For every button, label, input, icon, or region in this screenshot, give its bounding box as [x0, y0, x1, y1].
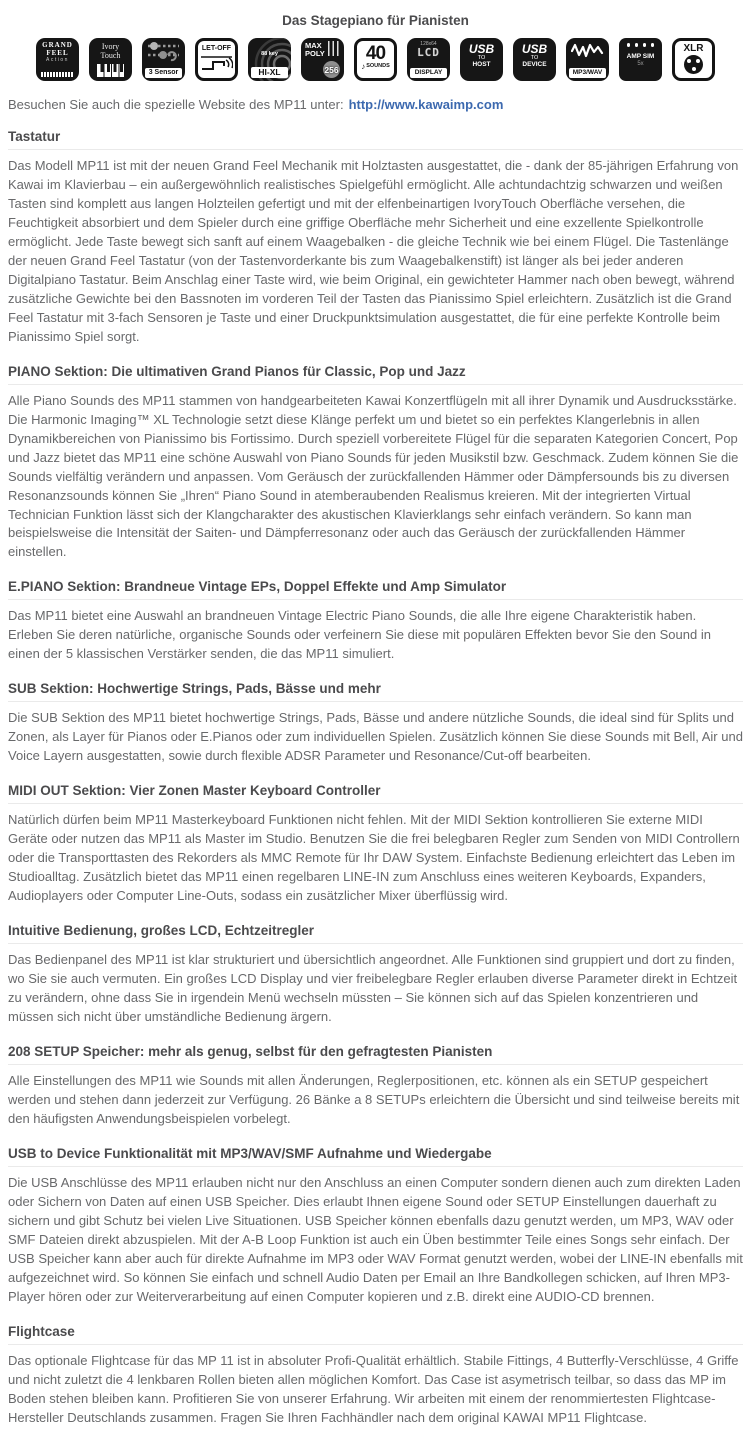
- badge-text: 128x64: [420, 41, 437, 47]
- ivory-touch-icon: [89, 38, 132, 81]
- badge-text: USB: [521, 42, 548, 56]
- section-tastatur: [8, 129, 743, 347]
- badge-text: POLY: [305, 48, 325, 58]
- usb-to-device-icon: [513, 38, 556, 81]
- badge-label: HI-XL: [251, 67, 288, 78]
- mp3-wav-icon: [566, 38, 609, 81]
- section-body: Das Bedienpanel des MP11 ist klar strukturiert und übersichtlich angeordnet. Alle Funktionen sind gruppiert und dort zu finden, wo Sie sie auch vermuten. Ein großes LCD Display und vier freibelegbare Regler erlauben diverse Parameter direkt in Echtzeit zu verändern, ohne dass Sie in irgendein Menü wechseln müssten – Sie können sich auf das Spielen konzentrieren und müssen sich nicht über umständliche Bedienung ärgern.: [8, 952, 738, 1024]
- badge-text: MAX: [305, 41, 322, 50]
- section-body: Die USB Anschlüsse des MP11 erlauben nicht nur den Anschluss an einen Computer sondern dienen auch zum direkten Laden oder Sichern von Daten auf einen USB Speicher. Dies erlaubt Ihnen eigene Sound oder SETUP Einstellungen dauerhaft zu sichern und gibt Schutz bei vielen Live Situationen. USB Speicher können ebenfalls dazu genutzt werden, um MP3, WAV oder SMF Dateien direkt abzuspielen. Mit der A-B Loop Funktion ist auch ein Üben bestimmter Teile eines Songs sehr einfach. Der USB Speicher kann aber auch für direkte Aufnahme im MP3 oder WAV Format genutzt werden, wobei der LINE-IN ebenfalls mit aufgezeichnet wird. So können Sie einfach und schnell Audio Daten per Email an Ihre Bandkollegen schicken, auf Ihren MP3-Player hören oder zur Weiterverarbeitung auf einen Computer kopieren und z.B. direkt eine AUDIO-CD brennen.: [8, 1174, 743, 1304]
- intro-line: [8, 97, 743, 112]
- key-mechanism-icon: [200, 53, 233, 73]
- section-body: Alle Piano Sounds des MP11 stammen von handgearbeiteten Kawai Konzertflügeln mit all ihrer Dynamik und Ausdrucksstärke. Die Harmonic Imaging™ XL Technologie setzt diese Klänge perfekt um und bietet so ein perfektes Klangerlebnis in allen Dynamikbereichen von Pianissimo bis Fortissimo. Durch speziell vorbereitete Flügel für die separaten Kategorien Concert, Pop und Jazz bietet das MP11 eine schöne Auswahl von Piano Sounds für jeden Musikstil bzw. Geschmack. Zudem können Sie die Sounds vielfältig verändern und anpassen. Vom Geräusch der zurückfallenden Hämmer oder Dämpfersounds bis zu diversen Resonanzsounds können Sie „Ihren“ Piano Sound in atemberaubenden Realismus kreieren. Mit der integrierten Virtual Technician Funktion lässt sich der Klangcharakter des akustischen Klavierklangs sehr einfach verändern. So kann man beispielsweise die Intensität der Saiten- und Dämpferresonanz oder auch das Geräusch der zurückfallenden Hämmer einstellen.: [8, 392, 739, 560]
- section-body: Das Modell MP11 ist mit der neuen Grand Feel Mechanik mit Holztasten ausgestattet, die - dank der 85-jährigen Erfahrung von Kawai im Klavierbau – ein außergewöhnlich realistisches Spielgefühl ermöglicht. Alle achtundachtzig schwarzen und weißen Tasten sind komplett aus langen Holzteilen gefertigt und mit der elfenbeinartigen IvoryTouch Oberfläche versehen, die Feuchtigkeit absorbiert und dem Spieler durch eine griffige Oberfläche mehr Sicherheit und eine exzellente Spielkontrolle ermöglicht. Jede Taste bewegt sich sanft auf einem Waagebalken - die gleiche Technik wie bei einem Flügel. Die Tastenlänge der neuen Grand Feel Tastatur (von der Tastenvorderkante bis zum Waagebalkenstift) ist länger als bei jeder anderen Digitalpiano Tastatur. Beim Anschlag einer Taste wird, wie beim Original, ein gewichteter Hammer nach oben bewegt, während zusätzliche Gewichte bei den Bassnoten im vorderen Teil der Tasten das Pianissimo Spiel erleichtern. Zusätzlich ist die Grand Feel Tastatur mit 3-fach Sensoren je Taste und einer Druckpunktsimulation ausgestattet, die für eine perfekte Kontrolle beim Pianissimo Spiel sorgt.: [8, 158, 739, 344]
- badge-text: GRAND: [42, 41, 73, 49]
- section-heading: SUB Sektion: Hochwertige Strings, Pads, Bässe und mehr: [8, 681, 743, 702]
- xlr-icon: [672, 38, 715, 81]
- section-heading: USB to Device Funktionalität mit MP3/WAV/SMF Aufnahme und Wiedergabe: [8, 1146, 743, 1167]
- xlr-connector-icon: [684, 55, 703, 74]
- intro-text: Besuchen Sie auch die spezielle Website des MP11 unter:: [8, 97, 344, 112]
- let-off-icon: [195, 38, 238, 81]
- 88key-hi-xl-icon: [248, 38, 291, 81]
- badge-text: Ivory: [101, 42, 120, 51]
- sound-count: 40: [365, 43, 386, 64]
- key-stripes-icon: [328, 41, 340, 56]
- section-body: Das MP11 bietet eine Auswahl an brandneuen Vintage Electric Piano Sounds, die alle Ihre eigene Charakteristik haben. Erleben Sie deren natürliche, organische Sounds oder verfeinern Sie diese mit populären Effekten bevor Sie den Sound in einen der 5 klassischen Verstärker senden, die das MP11 simuliert.: [8, 608, 711, 662]
- lcd-display-icon: [407, 38, 450, 81]
- amp-knobs-icon: [627, 43, 655, 47]
- section-usb-device: [8, 1146, 743, 1307]
- section-heading: Flightcase: [8, 1324, 743, 1345]
- section-heading: Intuitive Bedienung, großes LCD, Echtzeitregler: [8, 923, 743, 944]
- amp-sim-icon: [619, 38, 662, 81]
- feature-badge-row: [8, 38, 743, 81]
- badge-text: [305, 42, 325, 57]
- usb-to-host-icon: [460, 38, 503, 81]
- piano-keys-icon: [97, 64, 124, 77]
- badge-text: LCD: [417, 46, 440, 59]
- badge-label: [361, 63, 390, 70]
- badge-text: DEVICE: [522, 61, 547, 68]
- section-heading: 208 SETUP Speicher: mehr als genug, selbst für den gefragtesten Pianisten: [8, 1044, 743, 1065]
- polyphony-value: 256: [323, 61, 340, 78]
- grand-feel-action-icon: [36, 38, 79, 81]
- badge-label: LET-OFF: [201, 45, 232, 52]
- sensor-diagram-icon: [146, 41, 181, 63]
- badge-text: Action: [46, 57, 69, 63]
- kawaimp-link[interactable]: http://www.kawaimp.com: [348, 97, 504, 112]
- section-body: Die SUB Sektion des MP11 bietet hochwertige Strings, Pads, Bässe und andere nützliche Sounds, die ideal sind für Splits und Zonen, als Layer für Pianos oder E.Pianos oder zum individuellen Spielen. Zusätzlich können Sie diese Sounds mit Bell, Air und Voice Layern ausgestatten, sowie durch flexible ADSR Parameter und Resonance/Cut-off bearbeiten.: [8, 710, 743, 764]
- waveform-icon: [571, 42, 604, 60]
- badge-label: DISPLAY: [410, 68, 447, 78]
- section-body: Alle Einstellungen des MP11 wie Sounds mit allen Änderungen, Reglerpositionen, etc. können als ein SETUP gespeichert werden und stehen dann jederzeit zur Verfügung. 26 Bänke a 8 SETUPs erleichtern die Übersicht und sind teilweise bereits mit den häufigsten Anwendungsbeispielen vorbelegt.: [8, 1072, 740, 1126]
- badge-text: HOST: [472, 61, 491, 68]
- section-flightcase: [8, 1324, 743, 1428]
- three-sensor-icon: [142, 38, 185, 81]
- section-epiano: [8, 579, 743, 664]
- badge-text: 88 key: [261, 51, 278, 57]
- badge-text: USB: [468, 42, 495, 56]
- badge-text: AMP SIM: [626, 52, 655, 60]
- badge-text: TO: [477, 55, 486, 61]
- section-bedienung: [8, 923, 743, 1027]
- section-heading: MIDI OUT Sektion: Vier Zonen Master Keyboard Controller: [8, 783, 743, 804]
- badge-text: TO: [530, 55, 539, 61]
- max-poly-256-icon: [301, 38, 344, 81]
- badge-text: 5x: [637, 60, 644, 67]
- section-sub: [8, 681, 743, 766]
- section-heading: Tastatur: [8, 129, 743, 150]
- section-heading: PIANO Sektion: Die ultimativen Grand Pianos für Classic, Pop und Jazz: [8, 364, 743, 385]
- note-icon: ♪: [361, 62, 366, 71]
- section-setup-speicher: [8, 1044, 743, 1129]
- 40-sounds-icon: [354, 38, 397, 81]
- section-midi-out: [8, 783, 743, 906]
- section-body: Das optionale Flightcase für das MP 11 ist in absoluter Profi-Qualität erhältlich. Stabile Fittings, 4 Butterfly-Verschlüsse, 4 Griffe und nicht zuletzt die 4 lenkbaren Rollen bieten allen möglichen Komfort. Das Case ist asymetrisch teilbar, so dass das MP im Boden stehen bleiben kann. Profitieren Sie von unserer Erfahrung. Wir arbeiten mit einem der renommiertesten Flightcase-Hersteller Deutschlands zusammen. Fragen Sie Ihren Fachhändler nach dem original KAWAI MP11 Flightcase.: [8, 1352, 739, 1425]
- badge-label: MP3/WAV: [569, 68, 606, 78]
- badge-text: FEEL: [46, 48, 69, 57]
- badge-text: Touch: [100, 50, 121, 60]
- page-title: Das Stagepiano für Pianisten: [282, 13, 469, 28]
- section-piano: [8, 364, 743, 563]
- keyboard-strip-icon: [41, 72, 74, 77]
- badge-label: 3 Sensor: [145, 68, 182, 78]
- badge-text: SOUNDS: [366, 63, 390, 69]
- section-body: Natürlich dürfen beim MP11 Masterkeyboard Funktionen nicht fehlen. Mit der MIDI Sektion kontrollieren Sie externe MIDI Geräte oder nutzen das MP11 als Master im Studio. Benutzen Sie die frei belegbaren Regler zum Senden von MIDI Controllern oder die Transporttasten des Rekorders als MMC Remote für Ihr DAW System. Einfachste Bedienung erleichtert das Leben im Studioalltag. Zusätzlich bietet das MP11 einen regelbaren LINE-IN zum Anschluss eines weiteren Keyboards, Expanders, Audioplayers oder Computer Line-Outs, sodass ein zusätzlicher Mixer überflüssig wird.: [8, 812, 740, 904]
- badge-label: XLR: [683, 43, 704, 54]
- section-heading: E.PIANO Sektion: Brandneue Vintage EPs, Doppel Effekte und Amp Simulator: [8, 579, 743, 600]
